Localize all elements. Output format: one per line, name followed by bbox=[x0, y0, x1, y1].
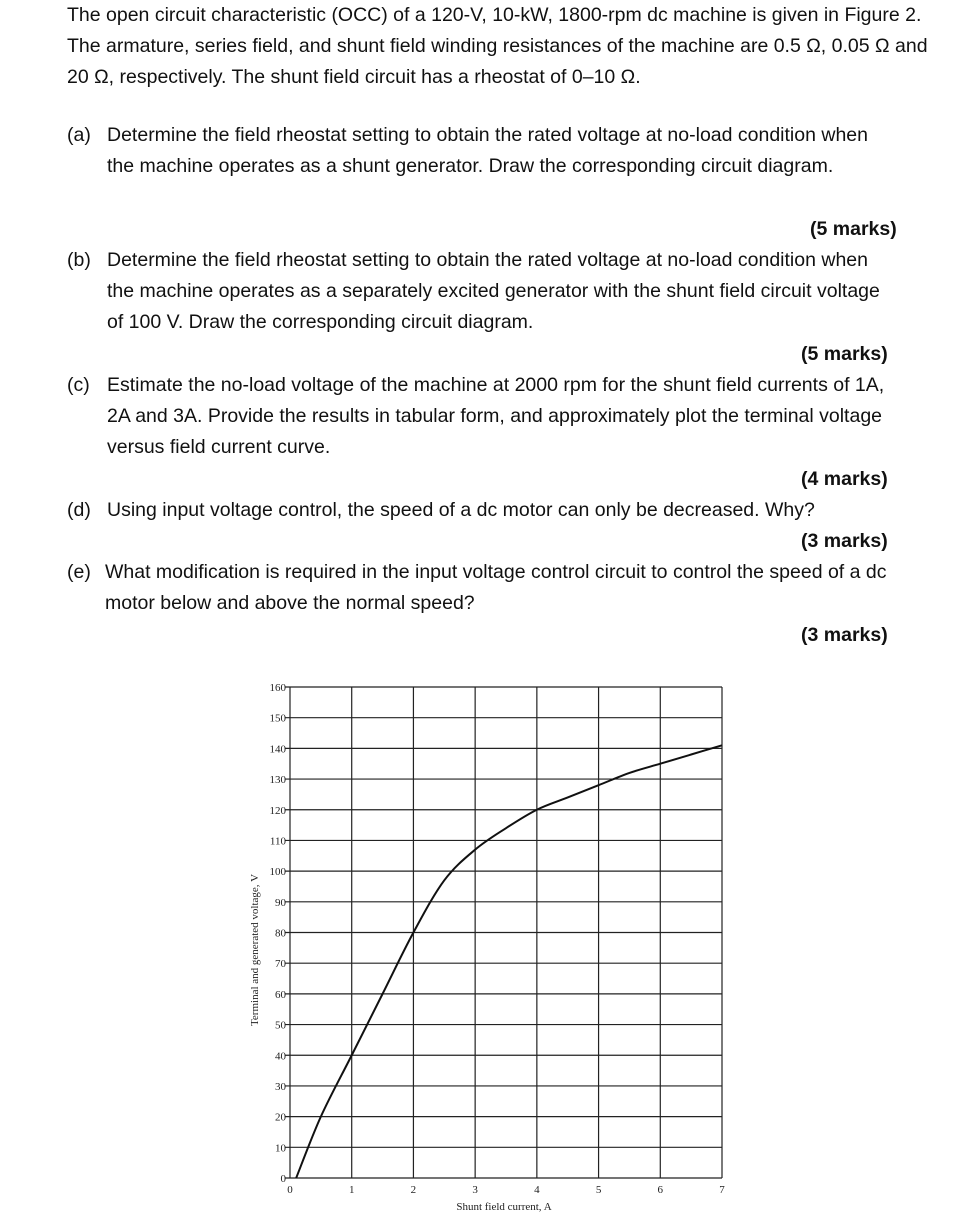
x-tick-label: 6 bbox=[657, 1184, 664, 1196]
y-tick-label: 0 bbox=[280, 1173, 286, 1185]
y-tick-label: 120 bbox=[269, 804, 286, 817]
x-axis-label: Shunt field current, A bbox=[456, 1201, 552, 1213]
y-tick-label: 30 bbox=[275, 1080, 286, 1093]
question-e-marks: (3 marks) bbox=[801, 624, 888, 646]
x-tick-label: 4 bbox=[534, 1184, 540, 1196]
chart-grid bbox=[285, 687, 722, 1178]
x-tick-label: 3 bbox=[472, 1184, 478, 1196]
y-tick-label: 10 bbox=[275, 1142, 286, 1155]
x-tick-label: 7 bbox=[719, 1184, 725, 1196]
y-tick-label: 140 bbox=[269, 743, 286, 756]
question-d-marks: (3 marks) bbox=[801, 530, 888, 552]
x-tick-label: 5 bbox=[595, 1184, 602, 1196]
y-tick-label: 80 bbox=[275, 927, 286, 940]
x-tick-label: 0 bbox=[287, 1184, 293, 1196]
question-c-text: Estimate the no-load voltage of the machine at 2000 rpm for the shunt field currents of 1A, 2A and 3A. Provide the results in tabular form, and approximately plot the terminal voltage versus field current curve. bbox=[107, 374, 885, 458]
y-tick-label: 160 bbox=[269, 682, 286, 694]
question-b bbox=[67, 245, 927, 340]
y-tick-label: 50 bbox=[275, 1019, 286, 1032]
y-tick-labels bbox=[270, 682, 287, 1185]
question-a-marks: (5 marks) bbox=[810, 218, 897, 240]
question-d bbox=[67, 495, 927, 526]
y-tick-label: 100 bbox=[269, 866, 286, 879]
question-c bbox=[67, 370, 937, 465]
question-a bbox=[67, 120, 927, 215]
question-b-marks: (5 marks) bbox=[801, 343, 888, 365]
y-tick-label: 130 bbox=[269, 774, 286, 787]
y-tick-label: 90 bbox=[275, 896, 286, 909]
question-d-text: Using input voltage control, the speed of a dc motor can only be decreased. Why? bbox=[107, 499, 815, 521]
x-tick-label: 2 bbox=[410, 1184, 417, 1196]
question-e-label: (e) bbox=[67, 561, 91, 583]
question-e bbox=[67, 557, 947, 619]
question-a-label: (a) bbox=[67, 124, 91, 146]
x-tick-labels bbox=[287, 1184, 725, 1196]
question-a-text: Determine the field rheostat setting to obtain the rated voltage at no-load condition when the machine operates as a shunt generator. Draw the corresponding circuit diagram. bbox=[107, 124, 868, 177]
y-axis-label: Terminal and generated voltage, V bbox=[249, 873, 261, 1027]
question-c-label: (c) bbox=[67, 374, 90, 396]
question-c-marks: (4 marks) bbox=[801, 468, 888, 490]
y-tick-label: 70 bbox=[275, 958, 286, 971]
x-tick-label: 1 bbox=[348, 1184, 355, 1196]
y-tick-label: 110 bbox=[269, 835, 286, 848]
y-tick-label: 150 bbox=[269, 712, 286, 725]
y-tick-label: 20 bbox=[275, 1111, 286, 1124]
problem-intro: The open circuit characteristic (OCC) of a 120-V, 10-kW, 1800-rpm dc machine is given in Figure 2. The armature, series field, and shunt field winding resistances of the machine are 0.5 Ω, 0.05 Ω and 20 Ω, respectively. The shunt field circuit has a rheostat of 0–10 Ω. bbox=[67, 4, 928, 88]
question-e-text: What modification is required in the input voltage control circuit to control the speed of a dc motor below and above the normal speed? bbox=[105, 561, 887, 614]
occ-chart bbox=[240, 680, 760, 1216]
y-tick-label: 40 bbox=[275, 1050, 286, 1063]
y-tick-label: 60 bbox=[275, 988, 286, 1001]
question-b-label: (b) bbox=[67, 249, 91, 271]
question-d-label: (d) bbox=[67, 499, 91, 521]
question-b-text: Determine the field rheostat setting to obtain the rated voltage at no-load condition when the machine operates as a separately excited generator with the shunt field circuit voltage of 100 V. Draw the corresponding circuit diagram. bbox=[107, 249, 880, 333]
